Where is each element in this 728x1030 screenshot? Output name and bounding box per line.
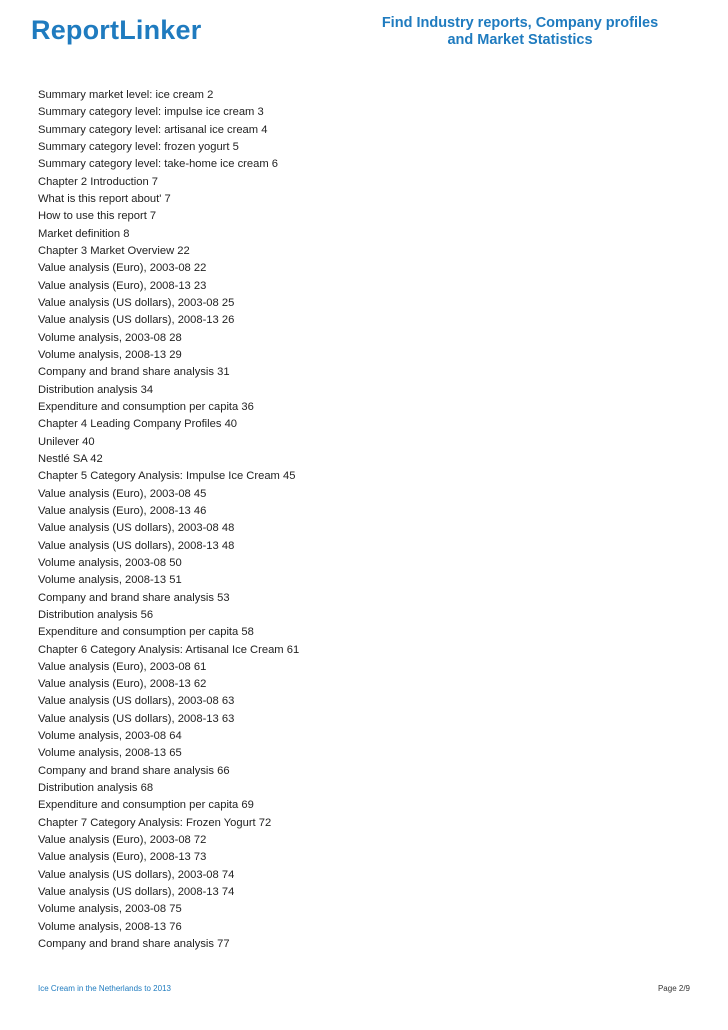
toc-entry: Volume analysis, 2003-08 50 — [38, 556, 182, 569]
toc-entry: Summary category level: impulse ice cream 3 — [38, 106, 264, 119]
toc-entry: Value analysis (Euro), 2003-08 22 — [38, 262, 207, 275]
toc-entry: Volume analysis, 2003-08 28 — [38, 331, 182, 344]
toc-entry: How to use this report 7 — [38, 210, 157, 223]
toc-entry: Company and brand share analysis 77 — [38, 938, 230, 951]
toc-entry: Company and brand share analysis 31 — [38, 366, 230, 379]
tagline — [370, 15, 670, 49]
toc-entry: Value analysis (Euro), 2008-13 46 — [38, 504, 207, 517]
toc-entry: Value analysis (Euro), 2008-13 23 — [38, 279, 207, 292]
toc-entry: Summary market level: ice cream 2 — [38, 89, 214, 101]
toc-entry: Chapter 3 Market Overview 22 — [38, 244, 190, 257]
toc-entry: Expenditure and consumption per capita 69 — [38, 799, 254, 812]
page-number: Page 2/9 — [657, 984, 690, 993]
toc-entry: Value analysis (US dollars), 2008-13 26 — [38, 314, 235, 327]
toc-entry: Chapter 4 Leading Company Profiles 40 — [38, 418, 238, 431]
toc-entry: Summary category level: frozen yogurt 5 — [38, 140, 239, 153]
page-header — [0, 0, 728, 70]
toc-entry: Value analysis (Euro), 2008-13 73 — [38, 851, 207, 864]
toc-entry: Market definition 8 — [38, 227, 130, 240]
toc-entry: Volume analysis, 2008-13 76 — [38, 920, 182, 933]
toc-entry: Value analysis (Euro), 2008-13 62 — [38, 678, 207, 691]
toc-entry: Value analysis (US dollars), 2003-08 63 — [38, 695, 235, 708]
toc-entry: Company and brand share analysis 53 — [38, 591, 230, 604]
toc-entry: Value analysis (US dollars), 2003-08 48 — [38, 522, 235, 535]
footer-report-title[interactable]: Ice Cream in the Netherlands to 2013 — [38, 984, 171, 993]
toc-entry: Volume analysis, 2003-08 75 — [38, 903, 182, 916]
toc-entry: Company and brand share analysis 66 — [38, 764, 230, 777]
tagline-line-2: and Market Statistics — [447, 32, 593, 48]
toc-entry: Value analysis (US dollars), 2003-08 25 — [38, 296, 235, 309]
toc-entry: Volume analysis, 2008-13 65 — [38, 747, 182, 760]
toc-entry: Nestlé SA 42 — [38, 452, 103, 465]
toc-entry: Expenditure and consumption per capita 36 — [38, 400, 254, 413]
toc-entry: Summary category level: artisanal ice cream 4 — [38, 123, 268, 136]
toc-entry: Chapter 6 Category Analysis: Artisanal Ice Cream 61 — [38, 643, 300, 656]
toc-entry: What is this report about' 7 — [38, 192, 171, 205]
toc-entry: Value analysis (US dollars), 2008-13 74 — [38, 886, 235, 899]
toc-entry: Value analysis (US dollars), 2008-13 63 — [38, 712, 235, 725]
toc-entry: Unilever 40 — [38, 435, 95, 448]
toc-entry: Value analysis (Euro), 2003-08 61 — [38, 660, 207, 673]
toc-entry: Distribution analysis 34 — [38, 383, 154, 396]
toc-entry: Chapter 2 Introduction 7 — [38, 175, 159, 188]
toc-entry: Summary category level: take-home ice cream 6 — [38, 158, 279, 171]
reportlinker-logo[interactable]: ReportLinker — [31, 15, 202, 45]
toc-entry: Chapter 7 Category Analysis: Frozen Yogurt 72 — [38, 816, 272, 829]
toc-entry: Distribution analysis 68 — [38, 782, 154, 795]
toc-entry: Volume analysis, 2008-13 29 — [38, 348, 182, 361]
toc-entry: Distribution analysis 56 — [38, 608, 154, 621]
tagline-line-1: Find Industry reports, Company profiles — [381, 15, 659, 31]
table-of-contents — [38, 87, 299, 953]
toc-entry: Chapter 5 Category Analysis: Impulse Ice Cream 45 — [38, 470, 296, 483]
page-footer — [0, 980, 728, 1000]
toc-entry: Volume analysis, 2008-13 51 — [38, 574, 182, 587]
toc-entry: Value analysis (Euro), 2003-08 72 — [38, 834, 207, 847]
toc-entry: Expenditure and consumption per capita 58 — [38, 626, 254, 639]
toc-entry: Value analysis (US dollars), 2003-08 74 — [38, 868, 235, 881]
toc-entry: Value analysis (US dollars), 2008-13 48 — [38, 539, 235, 552]
toc-entry: Volume analysis, 2003-08 64 — [38, 730, 182, 743]
toc-entry: Value analysis (Euro), 2003-08 45 — [38, 487, 207, 500]
